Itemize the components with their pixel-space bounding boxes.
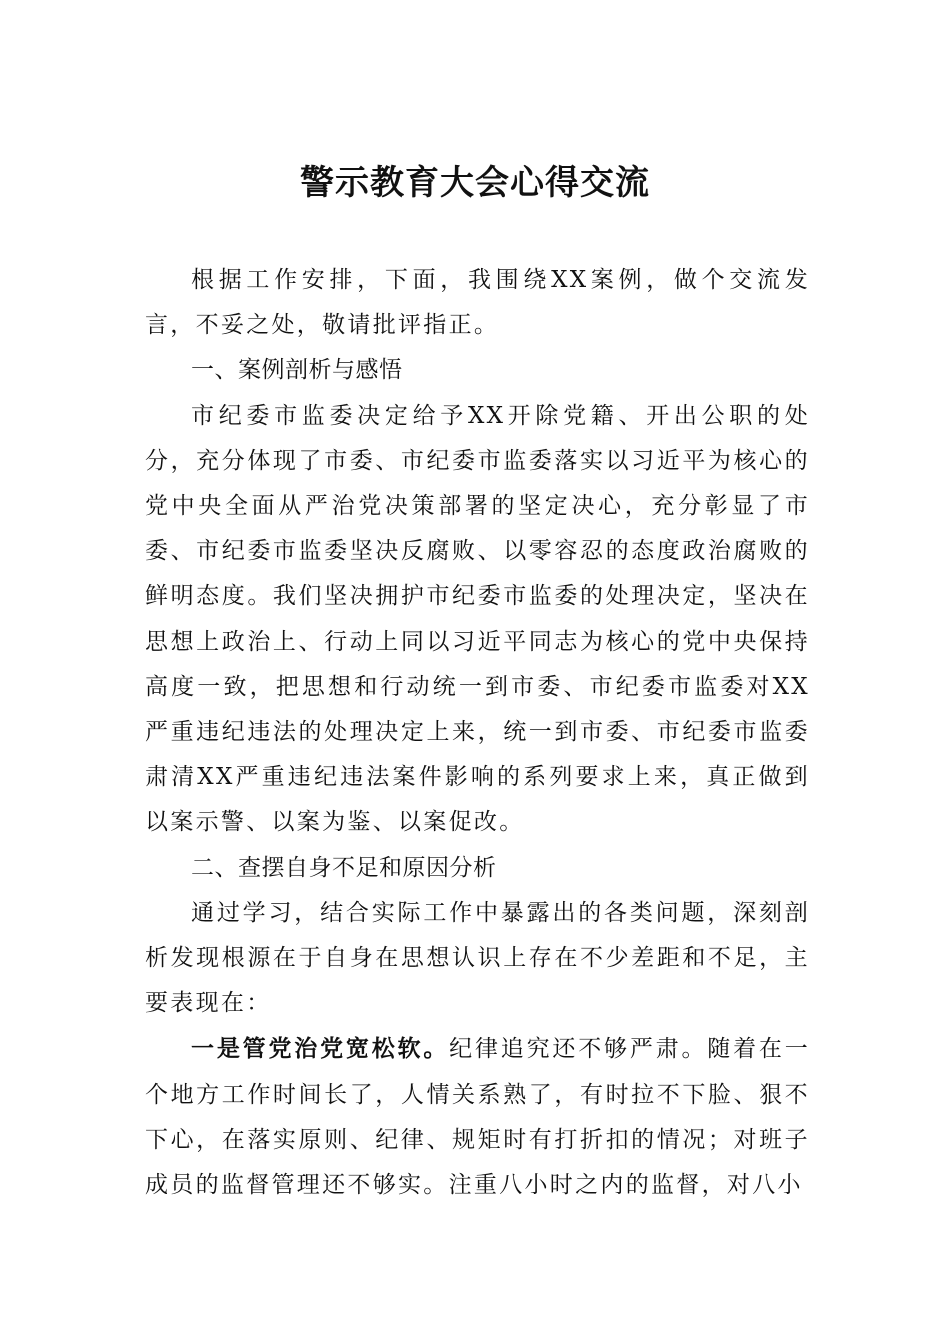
section-heading-1: 一、案例剖析与感悟: [191, 357, 403, 384]
document-body: [145, 258, 810, 1208]
point-1-lead: 一是管党治党宽松软。: [191, 1035, 450, 1063]
point-1-text: 纪律追究还不够严肃。随着在一个地方工作时间长了，人情关系熟了，有时拉不下脸、狠不下心，在落实原则、纪律、规矩时有打折扣的情况；对班子成员的监督管理还不够实。注重八小时之内的监督，对八小: [145, 1036, 811, 1199]
intro-paragraph: 根据工作安排，下面，我围绕XX案例，做个交流发言，不妥之处，敬请批评指正。: [145, 267, 810, 339]
section-2-paragraph: 通过学习，结合实际工作中暴露出的各类问题，深刻剖析发现根源在于自身在思想认识上存在不少差距和不足，主要表现在：: [145, 899, 810, 1017]
section-heading-2: 二、查摆自身不足和原因分析: [191, 854, 497, 881]
section-1-paragraph: 市纪委市监委决定给予XX开除党籍、开出公职的处分，充分体现了市委、市纪委市监委落实以习近平为核心的党中央全面从严治党决策部署的坚定决心，充分彰显了市委、市纪委市监委坚决反腐败、以零容忍的态度政治腐败的鲜明态度。我们坚决拥护市纪委市监委的处理决定，坚决在思想上政治上、行动上同以习近平同志为核心的党中央保持高度一致，把思想和行动统一到市委、市纪委市监委对XX严重违纪违法的处理决定上来，统一到市委、市纪委市监委肃清XX严重违纪违法案件影响的系列要求上来，真正做到以案示警、以案为鉴、以案促改。: [145, 402, 810, 836]
point-1-paragraph: [145, 1026, 810, 1208]
document-title: 警示教育大会心得交流: [300, 163, 650, 203]
